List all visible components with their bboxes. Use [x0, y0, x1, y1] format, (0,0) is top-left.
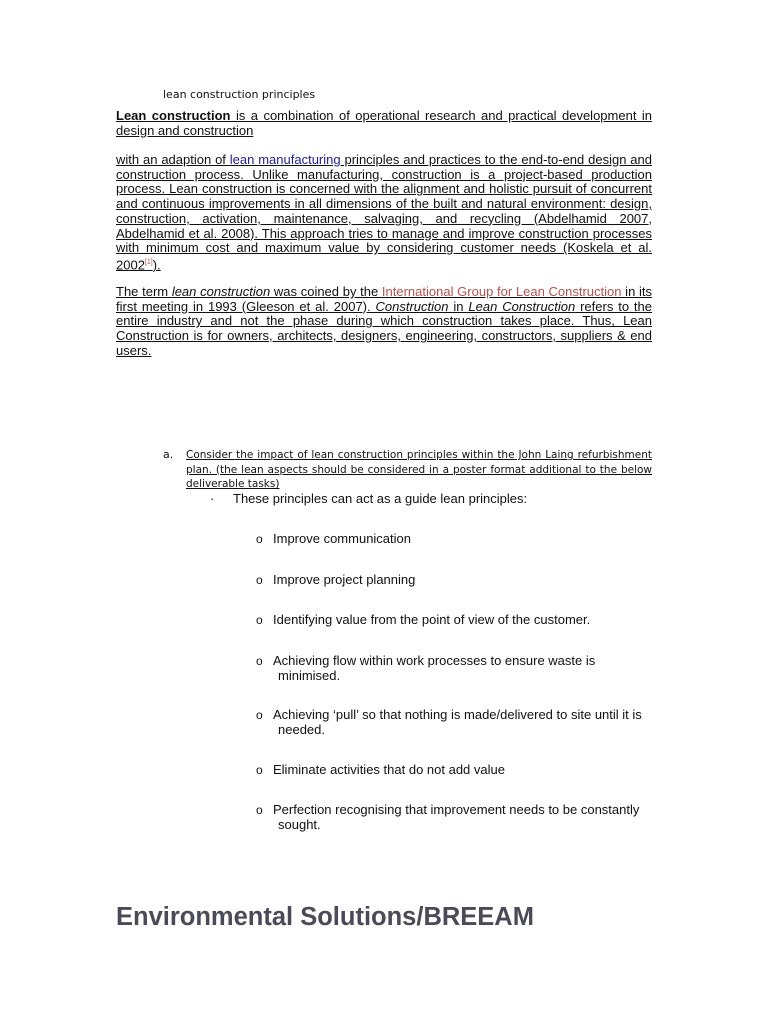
paragraph-text: in its first meeting in 1993 (Gleeson et al. 2007).: [116, 284, 653, 314]
paragraph-text: The term: [116, 284, 172, 299]
list-item-text: Perfection recognising that improvement needs to be constantly: [273, 802, 640, 817]
list-item-text: Achieving flow within work processes to ensure waste is: [273, 653, 596, 668]
bullet-marker: ·: [210, 491, 215, 506]
list-item-text: Improve communication: [273, 531, 411, 546]
italic-term: Construction: [375, 298, 449, 314]
paragraph-text: refers to the entire industry and not the phase during which construction takes place. Thus, Lean Construction is for owners, architects, designers, engineering, constructors, suppliers & end users.: [116, 298, 653, 358]
list-item: [256, 573, 656, 588]
list-item-text: Improve project planning: [273, 572, 416, 587]
paragraph-text: with an adaption of: [116, 152, 230, 167]
italic-term: Lean Construction: [468, 298, 576, 314]
list-item: [256, 803, 656, 832]
list-item-text: Eliminate activities that do not add value: [273, 762, 505, 777]
section-subheading: lean construction principles: [163, 88, 316, 101]
list-item: [256, 763, 656, 778]
list-item-text: Identifying value from the point of view of the customer.: [273, 612, 591, 627]
iglc-link[interactable]: International Group for Lean Construction: [381, 284, 622, 299]
list-bullet: o: [256, 708, 263, 722]
list-bullet: o: [256, 532, 263, 546]
paragraph-definition: [116, 109, 652, 138]
paragraph-adaption: [116, 153, 652, 273]
list-item: [256, 708, 656, 737]
list-item: [256, 613, 656, 628]
reference-link[interactable]: [1]: [144, 258, 153, 266]
section-heading: Environmental Solutions/BREEAM: [116, 903, 534, 931]
list-bullet: o: [256, 803, 263, 817]
bullet-text: These principles can act as a guide lean principles:: [233, 491, 528, 506]
paragraph-term-history: [116, 285, 652, 359]
paragraph-text: in: [448, 298, 469, 314]
list-item-text-continued: needed.: [278, 721, 325, 737]
lean-manufacturing-link[interactable]: lean manufacturing: [229, 152, 341, 167]
list-item-text-continued: sought.: [278, 816, 321, 832]
list-bullet: o: [256, 573, 263, 587]
list-bullet: o: [256, 654, 263, 668]
list-item-text-continued: minimised.: [278, 667, 341, 683]
paragraph-text: is a combination of operational research and practical development in design and construction: [116, 108, 652, 138]
task-marker: a.: [163, 448, 174, 461]
italic-term: lean construction: [171, 284, 271, 299]
list-item-text: Achieving ‘pull’ so that nothing is made/delivered to site until it is: [273, 707, 642, 722]
list-item: [256, 532, 656, 547]
paragraph-text: was coined by the: [270, 284, 382, 299]
paragraph-text: principles and practices to the end-to-end design and construction process. Unlike manufacturing, construction is a project-based production process. Lean construction is concerned with the alignment and holistic pursuit of concurrent and continuous improvements in all dimensions of the built and natural environment: design, construction, activation, maintenance, salvaging, and recycling (Abdelhamid 2007, Abdelhamid et al. 2008). This approach tries to manage and improve construction processes with minimum cost and maximum value by considering customer needs (Koskela et al. 2002: [116, 152, 653, 273]
list-bullet: o: [256, 763, 263, 777]
list-item: [256, 654, 656, 683]
term-lean-construction: Lean construction: [116, 108, 231, 123]
paragraph-text: ).: [152, 257, 161, 273]
list-bullet: o: [256, 613, 263, 627]
task-instruction: Consider the impact of lean construction principles within the John Laing refurbishment plan. (the lean aspects should be considered in a poster format additional to the below deliverable tasks): [186, 449, 652, 491]
